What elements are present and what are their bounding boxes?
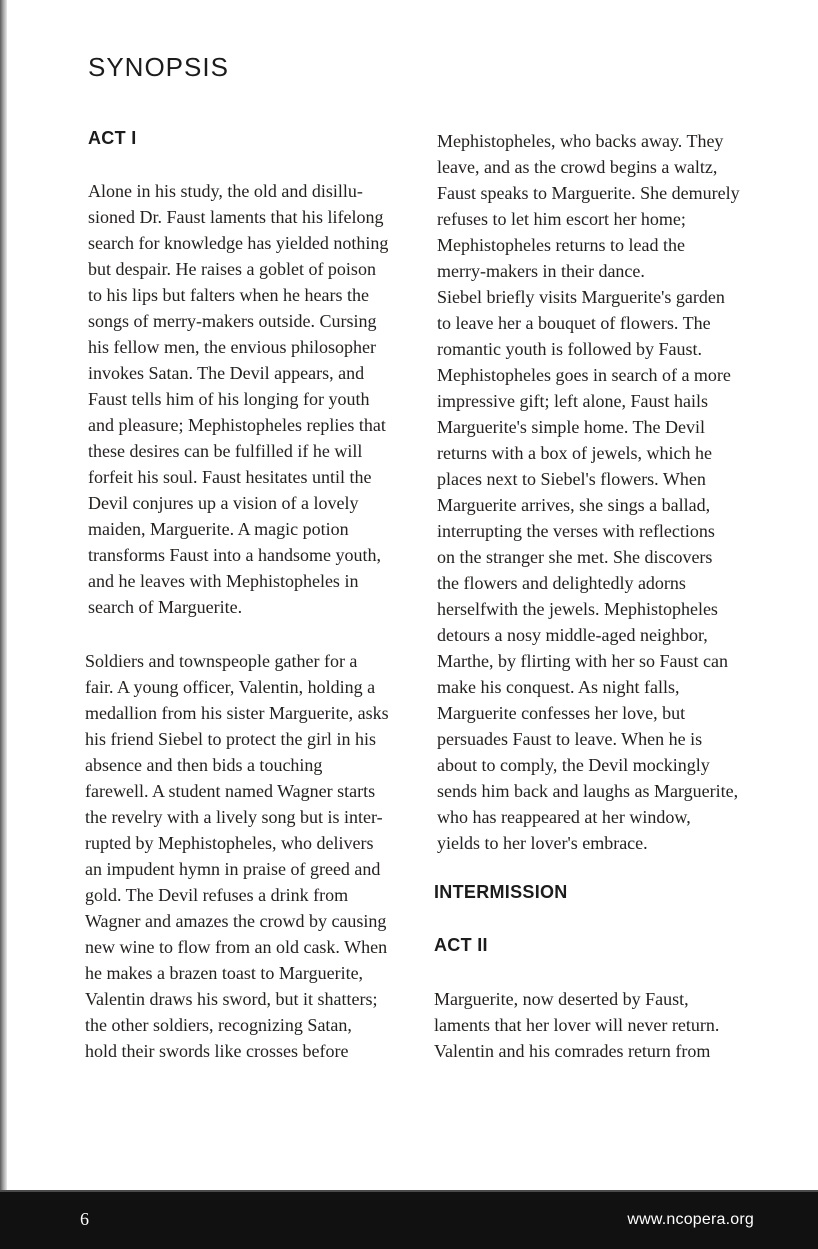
text-line: Mephistopheles returns to lead the [437,235,685,255]
text-line: the flowers and delightedly adorns [437,573,686,593]
act-1-continuation [437,128,740,856]
text-line: to his lips but falters when he hears the [88,285,369,305]
text-line: merry-makers in their dance. [437,261,645,281]
text-line: the revelry with a lively song but is inter- [85,807,383,827]
text-line: medallion from his sister Marguerite, asks [85,703,389,723]
text-line: detours a nosy middle-aged neighbor, [437,625,708,645]
text-line: he makes a brazen toast to Marguerite, [85,963,364,983]
text-line: sioned Dr. Faust laments that his lifelong [88,207,384,227]
text-line: Mephistopheles, who backs away. They [437,131,724,151]
act-1-paragraph-1 [88,178,388,620]
text-line: search for knowledge has yielded nothing [88,233,389,253]
text-line: farewell. A student named Wagner starts [85,781,376,801]
text-line: transforms Faust into a handsome youth, [88,545,381,565]
text-line: who has reappeared at her window, [437,807,691,827]
text-line: Devil conjures up a vision of a lovely [88,493,359,513]
text-line: Marguerite's simple home. The Devil [437,417,706,437]
text-line: the other soldiers, recognizing Satan, [85,1015,352,1035]
text-line: make his conquest. As night falls, [437,677,680,697]
text-line: sends him back and laughs as Marguerite, [437,781,739,801]
text-line: fair. A young officer, Valentin, holding a [85,677,376,697]
text-line: yields to her lover's embrace. [437,833,648,853]
text-line: but despair. He raises a goblet of poison [88,259,376,279]
page-number: 6 [80,1209,89,1229]
page-title: SYNOPSIS [88,52,229,82]
act-1-heading: ACT I [88,128,137,148]
text-line: Alone in his study, the old and disillu- [88,181,363,201]
text-line: songs of merry-makers outside. Cursing [88,311,377,331]
text-line: laments that her lover will never return. [434,1015,720,1035]
text-line: returns with a box of jewels, which he [437,443,712,463]
text-line: his fellow men, the envious philosopher [88,337,376,357]
text-line: persuades Faust to leave. When he is [437,729,703,749]
act-2-paragraph-1 [434,986,719,1064]
text-line: Marthe, by flirting with her so Faust can [437,651,728,671]
text-line: interrupting the verses with reflections [437,521,715,541]
intermission-heading: INTERMISSION [434,882,568,902]
footer-divider [0,1190,818,1192]
text-line: maiden, Marguerite. A magic potion [88,519,349,539]
act-1-paragraph-2 [85,648,389,1064]
text-line: forfeit his soul. Faust hesitates until the [88,467,372,487]
text-line: an impudent hymn in praise of greed and [85,859,381,879]
text-line: Marguerite confesses her love, but [437,703,686,723]
text-line: absence and then bids a touching [85,755,323,775]
website-link[interactable]: www.ncopera.org [627,1211,754,1228]
text-line: and pleasure; Mephistopheles replies that [88,415,386,435]
text-line: leave, and as the crowd begins a waltz, [437,157,718,177]
text-line: Marguerite, now deserted by Faust, [434,989,689,1009]
text-line: on the stranger she met. She discovers [437,547,713,567]
text-line: Wagner and amazes the crowd by causing [85,911,387,931]
text-line: and he leaves with Mephistopheles in [88,571,359,591]
text-line: Faust tells him of his longing for youth [88,389,370,409]
text-line: Valentin draws his sword, but it shatters; [85,989,378,1009]
text-line: Valentin and his comrades return from [434,1041,711,1061]
text-line: his friend Siebel to protect the girl in his [85,729,376,749]
text-line: Marguerite arrives, she sings a ballad, [437,495,711,515]
text-line: Siebel briefly visits Marguerite's garden [437,287,725,307]
page-edge-shadow [0,0,7,1190]
text-line: Faust speaks to Marguerite. She demurely [437,183,740,203]
text-line: to leave her a bouquet of flowers. The [437,313,711,333]
text-line: gold. The Devil refuses a drink from [85,885,349,905]
text-line: places next to Siebel's flowers. When [437,469,706,489]
act-2-heading: ACT II [434,935,488,955]
text-line: Mephistopheles goes in search of a more [437,365,731,385]
text-line: search of Marguerite. [88,597,243,617]
text-line: refuses to let him escort her home; [437,209,686,229]
text-line: rupted by Mephistopheles, who delivers [85,833,374,853]
text-line: Soldiers and townspeople gather for a [85,651,358,671]
text-line: new wine to flow from an old cask. When [85,937,388,957]
text-line: herselfwith the jewels. Mephistopheles [437,599,718,619]
text-line: about to comply, the Devil mockingly [437,755,710,775]
text-line: impressive gift; left alone, Faust hails [437,391,708,411]
text-line: hold their swords like crosses before [85,1041,349,1061]
text-line: romantic youth is followed by Faust. [437,339,702,359]
text-line: these desires can be fulfilled if he will [88,441,363,461]
text-line: invokes Satan. The Devil appears, and [88,363,365,383]
